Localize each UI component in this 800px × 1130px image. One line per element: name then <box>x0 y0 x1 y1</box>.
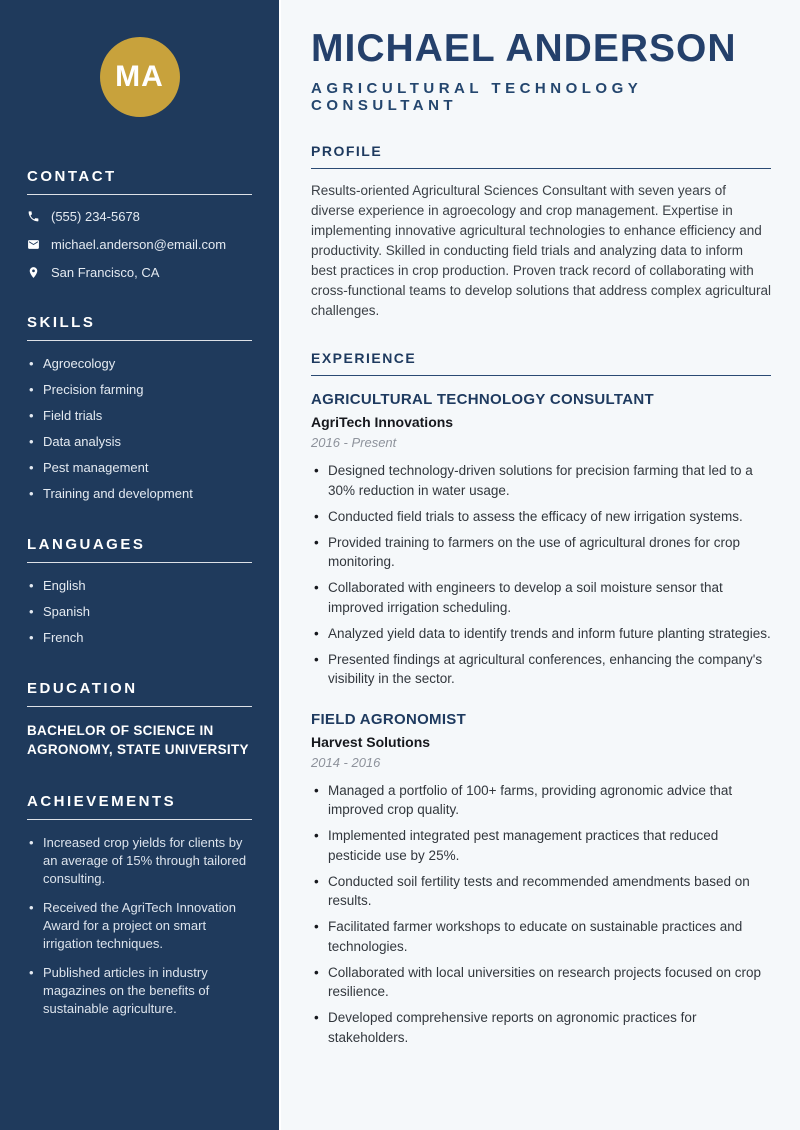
section-divider <box>311 168 771 169</box>
job-bullet-item: • Managed a portfolio of 100+ farms, providing agronomic advice that improved crop quality. <box>311 781 771 820</box>
job-company: AgriTech Innovations <box>311 414 454 430</box>
contact-phone-row <box>27 209 252 224</box>
skill-item: • Agroecology <box>27 355 252 372</box>
skills-heading: SKILLS <box>27 314 96 331</box>
skills-list <box>27 355 252 502</box>
person-title: AGRICULTURAL TECHNOLOGY CONSULTANT <box>311 80 642 114</box>
job-bullet-item: • Designed technology-driven solutions for precision farming that led to a 30% reduction in water usage. <box>311 461 771 500</box>
job-bullets <box>311 781 771 1048</box>
skill-item: • Field trials <box>27 407 252 424</box>
language-item: • English <box>27 577 252 594</box>
education-section <box>27 680 252 759</box>
contact-email-text: michael.anderson@email.com <box>51 237 227 252</box>
achievements-section <box>27 793 252 1018</box>
job-role: AGRICULTURAL TECHNOLOGY CONSULTANT <box>311 391 654 408</box>
contact-section <box>27 168 252 280</box>
job-dates: 2014 - 2016 <box>311 754 381 770</box>
section-divider <box>27 562 252 563</box>
person-name: MICHAEL ANDERSON <box>311 27 737 70</box>
job-bullet-item: • Conducted soil fertility tests and recommended amendments based on results. <box>311 872 771 911</box>
job-bullet-item: • Facilitated farmer workshops to educate on sustainable practices and technologies. <box>311 917 771 956</box>
section-divider <box>311 375 771 376</box>
phone-icon <box>27 210 40 223</box>
achievement-item: • Increased crop yields for clients by an average of 15% through tailored consulting. <box>27 834 252 888</box>
location-pin-icon <box>27 266 40 279</box>
skills-section <box>27 314 252 502</box>
job-dates: 2016 - Present <box>311 435 397 450</box>
education-heading: EDUCATION <box>27 680 138 697</box>
achievements-list <box>27 834 252 1018</box>
achievement-item: • Published articles in industry magazines on the benefits of sustainable agriculture. <box>27 964 252 1018</box>
skill-item: • Data analysis <box>27 433 252 450</box>
contact-heading: CONTACT <box>27 168 117 185</box>
avatar-initials: MA <box>115 60 164 93</box>
job-bullet-item: • Conducted field trials to assess the efficacy of new irrigation systems. <box>311 507 771 527</box>
job-entry <box>311 391 771 689</box>
achievements-heading: ACHIEVEMENTS <box>27 793 177 810</box>
job-bullet-item: • Collaborated with local universities on research projects focused on crop resilience. <box>311 963 771 1002</box>
education-degree: BACHELOR OF SCIENCE IN AGRONOMY, STATE UNIVERSITY <box>27 723 249 757</box>
profile-heading: PROFILE <box>311 143 383 159</box>
profile-text: Results-oriented Agricultural Sciences Consultant with seven years of diverse experience in agroecology and crop management. Expertise in implementing innovative agricultural technologies to enhance efficiency and productivity. Skilled in conducting field trials and analyzing data to inform best practices in crop production. Proven track record of collaborating with cross-functional teams to develop solutions that address complex agricultural challenges. <box>311 183 771 318</box>
job-bullet-item: • Collaborated with engineers to develop a soil moisture sensor that improved irrigation scheduling. <box>311 578 771 617</box>
job-entry <box>311 711 771 1048</box>
contact-phone-text: (555) 234-5678 <box>51 209 140 224</box>
skill-item: • Training and development <box>27 485 252 502</box>
languages-list <box>27 577 252 646</box>
languages-section <box>27 536 252 646</box>
contact-location-row <box>27 265 252 280</box>
skill-item: • Pest management <box>27 459 252 476</box>
skill-item: • Precision farming <box>27 381 252 398</box>
language-item: • French <box>27 629 252 646</box>
languages-heading: LANGUAGES <box>27 536 146 553</box>
job-role: FIELD AGRONOMIST <box>311 710 467 728</box>
section-divider <box>27 706 252 707</box>
job-bullet-item: • Provided training to farmers on the use of agricultural drones for crop monitoring. <box>311 533 771 572</box>
resume-content <box>281 0 800 1130</box>
experience-section <box>311 350 771 1047</box>
contact-email-row <box>27 237 252 252</box>
achievement-item: • Received the AgriTech Innovation Award for a project on smart irrigation techniques. <box>27 899 252 953</box>
section-divider <box>27 340 252 341</box>
profile-section <box>311 143 771 321</box>
section-divider <box>27 819 252 820</box>
job-bullets <box>311 461 771 689</box>
job-company: Harvest Solutions <box>311 733 431 750</box>
email-icon <box>27 238 40 251</box>
job-bullet-item: • Developed comprehensive reports on agronomic practices for stakeholders. <box>311 1008 771 1047</box>
job-bullet-item: • Presented findings at agricultural conferences, enhancing the company's visibility in the sector. <box>311 650 771 689</box>
job-bullet-item: • Implemented integrated pest management practices that reduced pesticide use by 25%. <box>311 826 771 865</box>
contact-location-text: San Francisco, CA <box>51 265 160 280</box>
job-bullet-item: • Analyzed yield data to identify trends and inform future planting strategies. <box>311 624 771 644</box>
resume-sidebar <box>0 0 281 1130</box>
language-item: • Spanish <box>27 603 252 620</box>
experience-heading: EXPERIENCE <box>311 350 417 366</box>
section-divider <box>27 194 252 195</box>
avatar <box>100 37 180 117</box>
